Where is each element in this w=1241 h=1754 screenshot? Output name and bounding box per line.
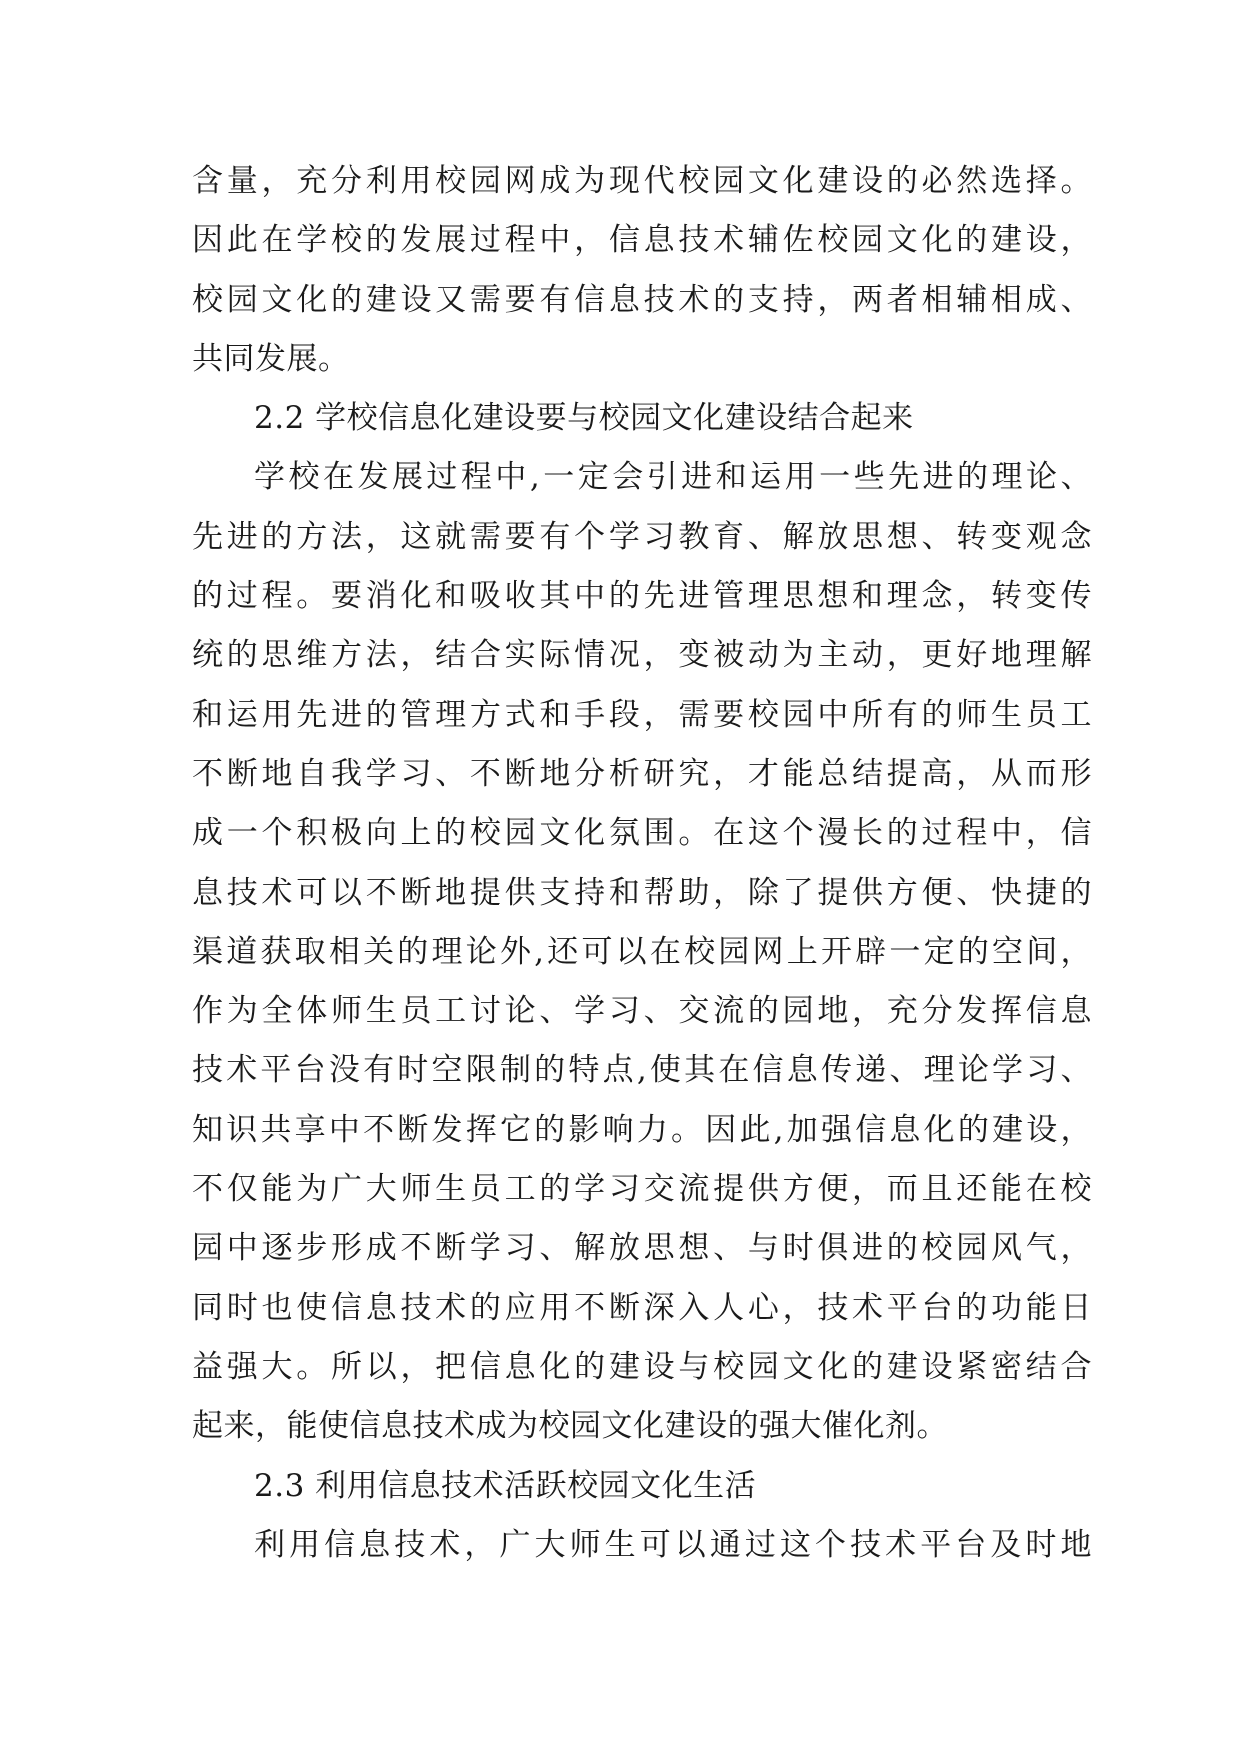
text-line: 园中逐步形成不断学习、解放思想、与时俱进的校园风气， — [192, 1230, 1092, 1267]
text-line: 不断地自我学习、不断地分析研究，才能总结提高，从而形 — [192, 755, 1092, 792]
text-line: 和运用先进的管理方式和手段，需要校园中所有的师生员工 — [192, 696, 1092, 733]
text-line: 统的思维方法，结合实际情况，变被动为主动，更好地理解 — [192, 637, 1092, 674]
body-text — [192, 152, 1092, 1575]
text-line: 因此在学校的发展过程中，信息技术辅佐校园文化的建设， — [192, 222, 1092, 259]
text-line: 知识共享中不断发挥它的影响力。因此,加强信息化的建设， — [192, 1111, 1092, 1148]
text-line: 技术平台没有时空限制的特点,使其在信息传递、理论学习、 — [192, 1052, 1092, 1089]
text-line: 不仅能为广大师生员工的学习交流提供方便，而且还能在校 — [192, 1171, 1092, 1208]
text-line: 起来，能使信息技术成为校园文化建设的强大催化剂。 — [192, 1408, 948, 1445]
text-line: 校园文化的建设又需要有信息技术的支持，两者相辅相成、 — [192, 281, 1092, 318]
text-line: 渠道获取相关的理论外,还可以在校园网上开辟一定的空间， — [192, 933, 1092, 970]
text-line: 先进的方法，这就需要有个学习教育、解放思想、转变观念 — [192, 518, 1092, 555]
text-line: 成一个积极向上的校园文化氛围。在这个漫长的过程中，信 — [192, 815, 1092, 852]
text-line: 利用信息技术，广大师生可以通过这个技术平台及时地 — [254, 1526, 1092, 1563]
section-heading: 2.2 学校信息化建设要与校园文化建设结合起来 — [254, 400, 914, 437]
section-heading: 2.3 利用信息技术活跃校园文化生活 — [254, 1467, 757, 1504]
text-line: 的过程。要消化和吸收其中的先进管理思想和理念，转变传 — [192, 578, 1092, 615]
text-line: 同时也使信息技术的应用不断深入人心，技术平台的功能日 — [192, 1289, 1092, 1326]
text-line: 作为全体师生员工讨论、学习、交流的园地，充分发挥信息 — [192, 993, 1092, 1030]
text-line: 息技术可以不断地提供支持和帮助，除了提供方便、快捷的 — [192, 874, 1092, 911]
text-line: 学校在发展过程中,一定会引进和运用一些先进的理论、 — [254, 459, 1092, 496]
text-line: 益强大。所以，把信息化的建设与校园文化的建设紧密结合 — [192, 1348, 1092, 1385]
text-line: 含量，充分利用校园网成为现代校园文化建设的必然选择。 — [192, 163, 1092, 199]
text-line: 共同发展。 — [192, 340, 350, 377]
